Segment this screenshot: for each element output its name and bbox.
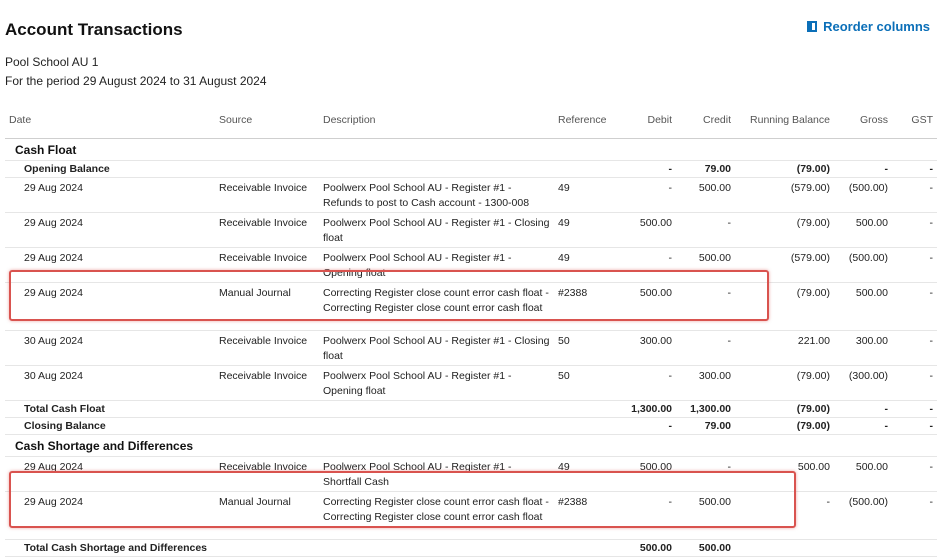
closing-balance-row [5, 417, 937, 434]
table-row[interactable] [5, 456, 937, 491]
gst-cell: - [892, 160, 937, 177]
reference-cell: 49 [554, 247, 624, 282]
section-header-cash-shortage [5, 434, 937, 456]
description-cell: Poolwerx Pool School AU - Register #1 - Shortfall Cash [319, 456, 554, 491]
running-balance-cell: (79.00) [735, 400, 834, 417]
running-balance-cell: - [735, 491, 834, 539]
total-cash-shortage-row [5, 539, 937, 556]
date-cell: 30 Aug 2024 [5, 330, 215, 365]
credit-cell: 79.00 [676, 417, 735, 434]
date-cell: 29 Aug 2024 [5, 282, 215, 330]
source-cell[interactable]: Manual Journal [215, 491, 319, 539]
gross-cell: - [834, 417, 892, 434]
debit-cell: - [624, 177, 676, 212]
gross-cell: 500.00 [834, 282, 892, 330]
reference-cell: 50 [554, 330, 624, 365]
debit-cell: 500.00 [624, 282, 676, 330]
running-balance-cell: (79.00) [735, 212, 834, 247]
table-row-manual-journal[interactable] [5, 282, 937, 330]
gst-cell: - [892, 400, 937, 417]
description-cell: Poolwerx Pool School AU - Register #1 - Closing float [319, 330, 554, 365]
gst-cell: - [892, 177, 937, 212]
running-balance-cell: 500.00 [735, 456, 834, 491]
table-row[interactable] [5, 365, 937, 400]
date-cell: 29 Aug 2024 [5, 212, 215, 247]
column-header-running-balance[interactable]: Running Balance [735, 108, 834, 138]
running-balance-cell: (579.00) [735, 177, 834, 212]
date-cell: 30 Aug 2024 [5, 365, 215, 400]
debit-cell: 300.00 [624, 330, 676, 365]
gross-cell: (500.00) [834, 491, 892, 539]
debit-cell: - [624, 160, 676, 177]
table-row[interactable] [5, 247, 937, 282]
description-cell: Poolwerx Pool School AU - Register #1 - Opening float [319, 365, 554, 400]
credit-cell: 500.00 [676, 539, 735, 556]
column-header-debit[interactable]: Debit [624, 108, 676, 138]
gst-cell: - [892, 330, 937, 365]
source-cell[interactable]: Receivable Invoice [215, 177, 319, 212]
table-row[interactable] [5, 212, 937, 247]
closing-balance-label: Closing Balance [5, 417, 624, 434]
running-balance-cell: 221.00 [735, 330, 834, 365]
reference-cell: 49 [554, 177, 624, 212]
table-row-manual-journal[interactable] [5, 491, 937, 539]
total-cash-float-row [5, 400, 937, 417]
gst-cell: - [892, 365, 937, 400]
source-cell[interactable]: Receivable Invoice [215, 456, 319, 491]
credit-cell: 500.00 [676, 491, 735, 539]
opening-balance-row [5, 160, 937, 177]
table-row[interactable] [5, 177, 937, 212]
source-cell[interactable]: Receivable Invoice [215, 247, 319, 282]
running-balance-cell: (79.00) [735, 282, 834, 330]
date-cell: 29 Aug 2024 [5, 491, 215, 539]
organisation-name: Pool School AU 1 [5, 55, 99, 69]
section-title: Cash Float [5, 138, 937, 160]
credit-cell: 500.00 [676, 247, 735, 282]
credit-cell: - [676, 456, 735, 491]
credit-cell: - [676, 330, 735, 365]
debit-cell: 500.00 [624, 539, 676, 556]
date-cell: 29 Aug 2024 [5, 456, 215, 491]
gst-cell: - [892, 212, 937, 247]
credit-cell: - [676, 212, 735, 247]
description-cell: Poolwerx Pool School AU - Register #1 - Closing float [319, 212, 554, 247]
column-header-source[interactable]: Source [215, 108, 319, 138]
reference-cell: 50 [554, 365, 624, 400]
reorder-columns-link[interactable] [807, 19, 930, 34]
description-cell: Correcting Register close count error cash float - Correcting Register close count error cash float [319, 282, 554, 330]
debit-cell: - [624, 365, 676, 400]
column-header-description[interactable]: Description [319, 108, 554, 138]
gst-cell: - [892, 417, 937, 434]
reference-cell: 49 [554, 456, 624, 491]
credit-cell: 300.00 [676, 365, 735, 400]
table-header-row [5, 108, 937, 138]
gross-cell: (300.00) [834, 365, 892, 400]
running-balance-cell: (579.00) [735, 247, 834, 282]
gross-cell: 500.00 [834, 212, 892, 247]
table-row[interactable] [5, 330, 937, 365]
source-cell[interactable]: Receivable Invoice [215, 365, 319, 400]
credit-cell: - [676, 282, 735, 330]
description-cell: Poolwerx Pool School AU - Register #1 - Opening float [319, 247, 554, 282]
gross-cell: 300.00 [834, 330, 892, 365]
source-cell[interactable]: Receivable Invoice [215, 330, 319, 365]
reference-cell: #2388 [554, 282, 624, 330]
column-header-credit[interactable]: Credit [676, 108, 735, 138]
gross-cell: - [834, 400, 892, 417]
date-cell: 29 Aug 2024 [5, 177, 215, 212]
debit-cell: - [624, 491, 676, 539]
debit-cell: 500.00 [624, 456, 676, 491]
gross-cell: (500.00) [834, 247, 892, 282]
running-balance-cell: (79.00) [735, 160, 834, 177]
page-title: Account Transactions [5, 20, 183, 39]
reference-cell: 49 [554, 212, 624, 247]
debit-cell: 1,300.00 [624, 400, 676, 417]
reference-cell: #2388 [554, 491, 624, 539]
debit-cell: - [624, 417, 676, 434]
credit-cell: 79.00 [676, 160, 735, 177]
gross-cell: 500.00 [834, 456, 892, 491]
column-header-gst[interactable]: GST [892, 108, 937, 138]
section-header-cash-float [5, 138, 937, 160]
debit-cell: - [624, 247, 676, 282]
gross-cell: (500.00) [834, 177, 892, 212]
gst-cell: - [892, 282, 937, 330]
column-header-gross[interactable]: Gross [834, 108, 892, 138]
credit-cell: 500.00 [676, 177, 735, 212]
running-balance-cell: (79.00) [735, 365, 834, 400]
column-header-reference[interactable]: Reference [554, 108, 624, 138]
source-cell[interactable]: Manual Journal [215, 282, 319, 330]
description-cell: Correcting Register close count error cash float - Correcting Register close count error cash float [319, 491, 554, 539]
total-label: Total Cash Shortage and Differences [5, 539, 624, 556]
total-label: Total Cash Float [5, 400, 624, 417]
gst-cell: - [892, 456, 937, 491]
credit-cell: 1,300.00 [676, 400, 735, 417]
columns-icon [807, 21, 817, 32]
report-period: For the period 29 August 2024 to 31 August 2024 [5, 74, 267, 88]
description-cell: Poolwerx Pool School AU - Register #1 - Refunds to post to Cash account - 1300-008 [319, 177, 554, 212]
reorder-columns-label: Reorder columns [823, 19, 930, 34]
opening-balance-label: Opening Balance [5, 160, 624, 177]
gross-cell: - [834, 160, 892, 177]
column-header-date[interactable]: Date [5, 108, 215, 138]
gst-cell: - [892, 247, 937, 282]
debit-cell: 500.00 [624, 212, 676, 247]
section-title: Cash Shortage and Differences [5, 434, 937, 456]
gst-cell: - [892, 491, 937, 539]
running-balance-cell: (79.00) [735, 417, 834, 434]
source-cell[interactable]: Receivable Invoice [215, 212, 319, 247]
transactions-table [5, 108, 937, 557]
date-cell: 29 Aug 2024 [5, 247, 215, 282]
